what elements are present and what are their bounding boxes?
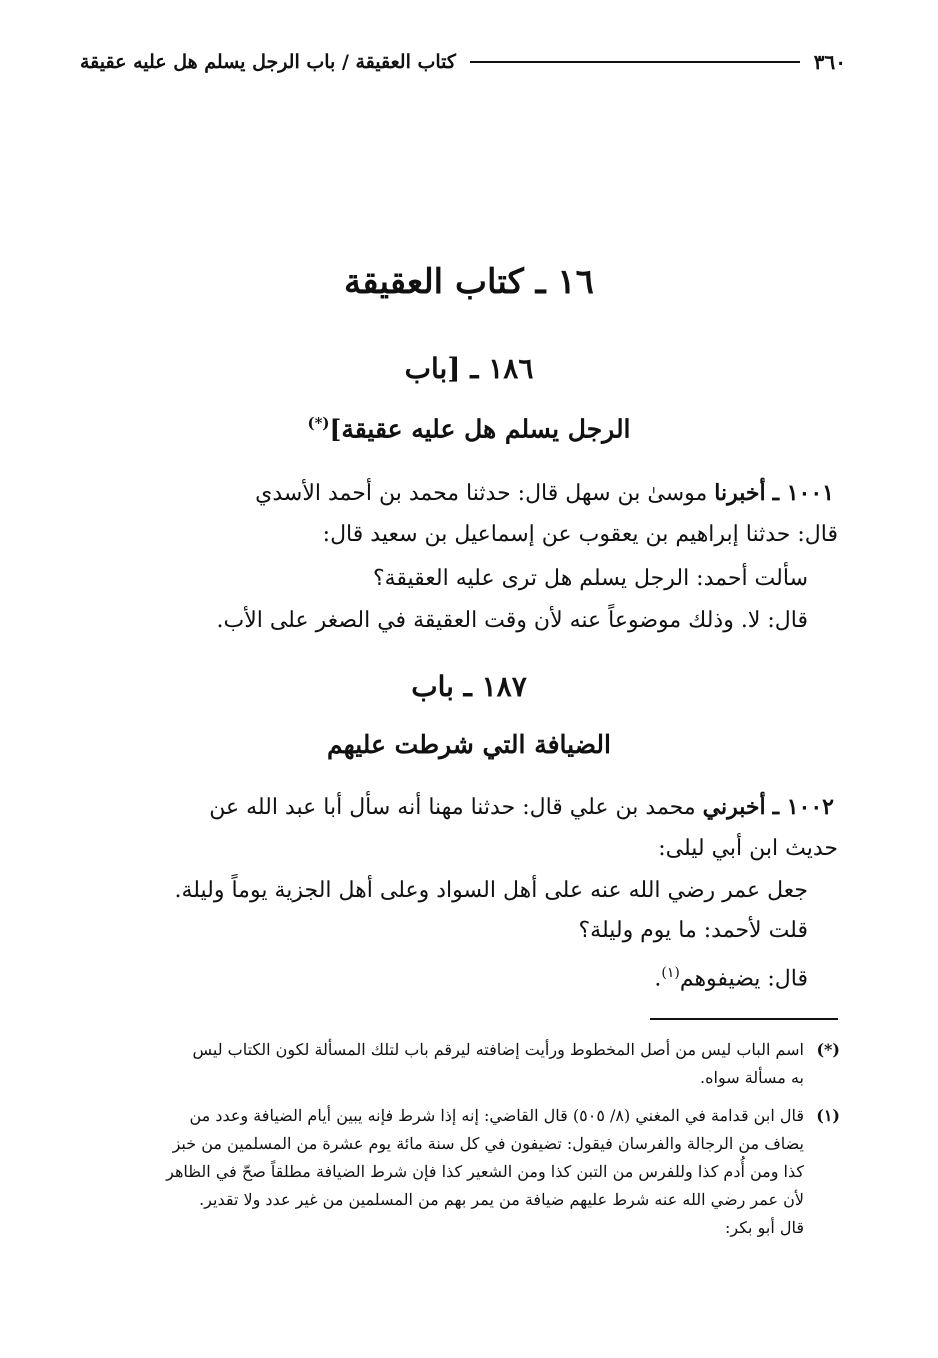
hadith-1002-line-1 [80,790,834,825]
footnote-separator [650,1018,838,1020]
chapter-187-subtitle: الضيافة التي شرطت عليهم [327,730,611,759]
hadith-1002-keyword: أخبرني [702,794,766,820]
hadith-1001-line-1-text: موسىٰ بن سهل قال: حدثنا محمد بن أحمد الأسدي [255,481,708,506]
hadith-1002-line-5 [80,956,808,996]
footnote-editor-marker: (*) [816,1040,840,1059]
book-title: ١٦ ـ كتاب العقيقة [344,262,594,302]
hadith-1002-line-3: جعل عمر رضي الله عنه على أهل السواد وعلى أهل الجزية يوماً وليلة. [174,878,808,903]
chapter-186-subtitle-text: الرجل يسلم هل عليه عقيقة] [329,414,631,444]
hadith-1001-keyword: أخبرنا [714,480,766,506]
running-header [80,42,846,82]
hadith-1002-line-1-text: محمد بن علي قال: حدثنا مهنا أنه سأل أبا عبد الله عن [209,795,696,820]
hadith-1001-line-4: قال: لا. وذلك موضوعاً عنه لأن وقت العقيقة في الصغر على الأب. [216,608,808,633]
page-number: ٣٦٠ [813,50,846,74]
footnote-1-line-5: قال أبو بكر: [725,1218,804,1237]
footnote-1-line-3: كذا ومن أُدم كذا وللفرس من التبن كذا ومن الشعير كذا فإن شرط الضيافة مطلقاً صحّ في الظاهر [166,1162,804,1181]
chapter-186-subtitle [0,414,938,443]
hadith-1002-line-5-end: . [654,966,662,992]
footnote-1-line-1 [80,1102,840,1130]
chapter-186-heading: ١٨٦ ـ [باب [404,352,534,385]
footnote-editor-line-1 [80,1036,840,1064]
editor-note-marker: (*) [307,414,330,432]
footnote-editor-text-1: اسم الباب ليس من أصل المخطوط ورأيت إضافته ليرقم باب لتلك المسألة لكون الكتاب ليس [192,1040,804,1059]
hadith-1002-number: ١٠٠٢ ـ [772,794,834,820]
footnote-editor [80,1036,840,1092]
footnote-1-text-1: قال ابن قدامة في المغني (٨/ ٥٠٥) قال القاضي: إنه إذا شرط فإنه يبين أيام الضيافة وعدد من [189,1106,804,1125]
footnote-editor-line-2: به مسألة سواه. [700,1068,804,1087]
footnote-1-line-2: يضاف من الرجالة والفرسان فيقول: تضيفون في كل سنة مائة يوم عشرة من المسلمين من خبز [172,1134,804,1153]
hadith-1002-line-2: حديث ابن أبي ليلى: [658,836,838,861]
running-title: كتاب العقيقة / باب الرجل يسلم هل عليه عقيقة [80,51,456,73]
header-rule [470,61,800,63]
chapter-187-heading: ١٨٧ ـ باب [411,670,527,703]
hadith-1002-line-4: قلت لأحمد: ما يوم وليلة؟ [578,918,808,943]
footnote-ref-1: (١) [661,965,680,981]
hadith-1001-line-2: قال: حدثنا إبراهيم بن يعقوب عن إسماعيل بن سعيد قال: [322,522,838,547]
hadith-1001-number: ١٠٠١ ـ [772,480,834,506]
hadith-1001-line-1 [80,476,834,511]
hadith-1001-line-3: سألت أحمد: الرجل يسلم هل ترى عليه العقيقة؟ [372,566,808,591]
footnote-1-marker: (١) [816,1106,840,1125]
footnote-1 [80,1102,840,1242]
hadith-1002-line-5-text: قال: يضيفوهم [679,966,808,992]
footnote-1-line-4: لأن عمر رضي الله عنه شرط عليهم ضيافة من يمر بهم من المسلمين من غير عدد ولا تقدير. [199,1190,804,1209]
